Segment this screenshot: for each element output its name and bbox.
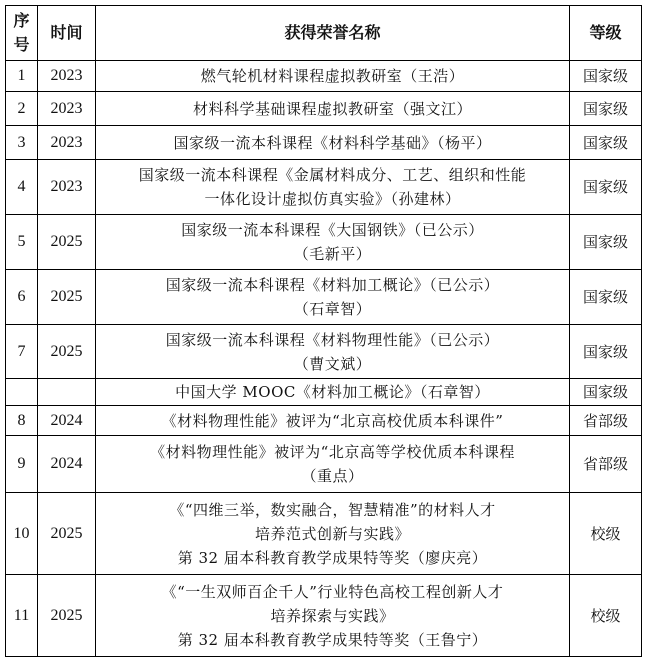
table-row bbox=[6, 61, 642, 92]
row-index: 9 bbox=[6, 436, 38, 493]
table-row bbox=[6, 379, 642, 406]
honor-name-line: 国家级一流本科课程《材料加工概论》（已公示） bbox=[165, 276, 500, 294]
honors-table bbox=[5, 5, 642, 657]
row-year: 2025 bbox=[38, 215, 96, 270]
row-honor-name bbox=[96, 379, 570, 406]
row-level: 国家级 bbox=[570, 126, 642, 160]
row-honor-name bbox=[96, 270, 570, 325]
table-row bbox=[6, 92, 642, 126]
table-row bbox=[6, 126, 642, 160]
row-level: 校级 bbox=[570, 493, 642, 575]
table-row bbox=[6, 436, 642, 493]
row-level: 国家级 bbox=[570, 92, 642, 126]
row-index: 3 bbox=[6, 126, 38, 160]
honor-name-line: 国家级一流本科课程《大国钢铁》（已公示） bbox=[181, 221, 484, 239]
row-honor-name bbox=[96, 160, 570, 215]
row-level: 国家级 bbox=[570, 61, 642, 92]
honor-name-line: 第 32 届本科教育教学成果特等奖（廖庆亮） bbox=[177, 548, 488, 567]
row-index: 11 bbox=[6, 575, 38, 657]
honor-name-line: （曹文斌） bbox=[293, 354, 372, 373]
table-row bbox=[6, 325, 642, 379]
row-honor-name bbox=[96, 61, 570, 92]
honor-name-line: 第 32 届本科教育教学成果特等奖（王鲁宁） bbox=[177, 630, 488, 649]
row-year bbox=[38, 379, 96, 406]
row-year: 2024 bbox=[38, 436, 96, 493]
header-name: 获得荣誉名称 bbox=[96, 6, 570, 61]
table-row bbox=[6, 160, 642, 215]
honor-name-line: 一体化设计虚拟仿真实验》（孙建林） bbox=[204, 190, 461, 208]
row-year: 2025 bbox=[38, 575, 96, 657]
row-level: 国家级 bbox=[570, 270, 642, 325]
row-index: 8 bbox=[6, 406, 38, 436]
row-index: 6 bbox=[6, 270, 38, 325]
table-row bbox=[6, 215, 642, 270]
row-year: 2025 bbox=[38, 325, 96, 379]
header-index: 序号 bbox=[6, 6, 38, 61]
row-honor-name bbox=[96, 126, 570, 160]
row-year: 2025 bbox=[38, 493, 96, 575]
table-row bbox=[6, 406, 642, 436]
table-row bbox=[6, 493, 642, 575]
row-index bbox=[6, 379, 38, 406]
row-index: 10 bbox=[6, 493, 38, 575]
row-level: 国家级 bbox=[570, 215, 642, 270]
row-index: 7 bbox=[6, 325, 38, 379]
table-header-row bbox=[6, 6, 642, 61]
row-index: 5 bbox=[6, 215, 38, 270]
table-body bbox=[6, 61, 642, 657]
row-honor-name bbox=[96, 325, 570, 379]
honor-name-line: 国家级一流本科课程《材料科学基础》（杨平） bbox=[173, 133, 492, 152]
honor-name-line: （石章智） bbox=[293, 300, 372, 318]
row-honor-name bbox=[96, 436, 570, 493]
header-time: 时间 bbox=[38, 6, 96, 61]
table-row bbox=[6, 270, 642, 325]
row-year: 2023 bbox=[38, 160, 96, 215]
row-level: 省部级 bbox=[570, 436, 642, 493]
honor-name-line: 燃气轮机材料课程虚拟教研室（王浩） bbox=[200, 67, 465, 85]
honor-name-line: （毛新平） bbox=[293, 245, 372, 263]
row-index: 2 bbox=[6, 92, 38, 126]
row-year: 2025 bbox=[38, 270, 96, 325]
row-index: 1 bbox=[6, 61, 38, 92]
honor-name-line: 《材料物理性能》被评为“北京高校优质本科课件” bbox=[161, 411, 504, 430]
row-level: 国家级 bbox=[570, 379, 642, 406]
row-year: 2023 bbox=[38, 92, 96, 126]
row-year: 2023 bbox=[38, 126, 96, 160]
row-honor-name bbox=[96, 92, 570, 126]
row-level: 省部级 bbox=[570, 406, 642, 436]
honor-name-line: 材料科学基础课程虚拟教研室（强文江） bbox=[192, 99, 472, 118]
honor-name-line: 国家级一流本科课程《金属材料成分、工艺、组织和性能 bbox=[138, 166, 527, 184]
row-level: 国家级 bbox=[570, 325, 642, 379]
honor-name-line: 国家级一流本科课程《材料物理性能》（已公示） bbox=[165, 330, 500, 349]
row-level: 国家级 bbox=[570, 160, 642, 215]
header-level: 等级 bbox=[570, 6, 642, 61]
row-honor-name bbox=[96, 493, 570, 575]
row-year: 2023 bbox=[38, 61, 96, 92]
row-index: 4 bbox=[6, 160, 38, 215]
honor-name-line: 培养范式创新与实践》 bbox=[254, 524, 410, 543]
row-level: 校级 bbox=[570, 575, 642, 657]
honor-name-line: 中国大学 MOOC《材料加工概论》（石章智） bbox=[175, 383, 490, 401]
honor-name-line: 《“四维三举，数实融合，智慧精准”的材料人才 bbox=[169, 500, 496, 519]
honor-name-line: 《材料物理性能》被评为“北京高等学校优质本科课程 bbox=[150, 443, 515, 461]
honor-name-line: 培养探索与实践》 bbox=[270, 606, 395, 625]
row-honor-name bbox=[96, 406, 570, 436]
row-year: 2024 bbox=[38, 406, 96, 436]
honor-name-line: 《“一生双师百企千人”行业特色高校工程创新人才 bbox=[161, 582, 504, 601]
row-honor-name bbox=[96, 215, 570, 270]
honor-name-line: （重点） bbox=[301, 467, 364, 485]
table-row bbox=[6, 575, 642, 657]
row-honor-name bbox=[96, 575, 570, 657]
